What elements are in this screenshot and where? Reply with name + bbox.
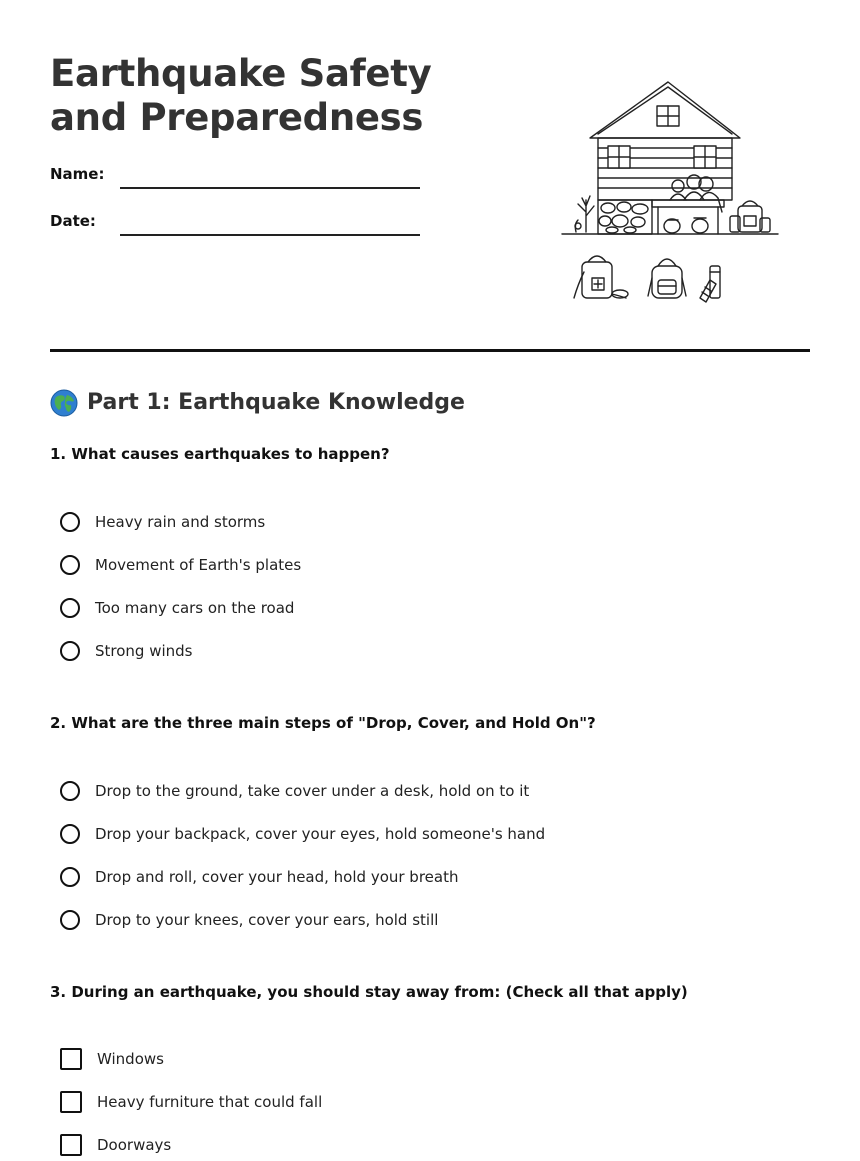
option-label: Drop your backpack, cover your eyes, hold someone's hand	[95, 825, 546, 843]
option-label: Drop to your knees, cover your ears, hold still	[95, 911, 439, 929]
q3-option-1[interactable]	[60, 1046, 164, 1072]
q1-option-4[interactable]	[60, 638, 193, 664]
supplies-near-house-icon	[730, 201, 770, 232]
house-icon	[562, 82, 778, 234]
option-label: Heavy furniture that could fall	[97, 1093, 323, 1111]
radio-button[interactable]	[60, 781, 80, 801]
option-label: Too many cars on the road	[95, 599, 295, 617]
date-field[interactable]	[50, 212, 420, 236]
q2-option-1[interactable]	[60, 778, 529, 804]
q3-option-2[interactable]	[60, 1089, 322, 1115]
option-label: Doorways	[97, 1136, 172, 1154]
flashlight-icon	[700, 266, 720, 302]
q2-option-2[interactable]	[60, 821, 545, 847]
name-field[interactable]	[50, 165, 420, 189]
section-title-text: Part 1: Earthquake Knowledge	[87, 390, 465, 415]
q2-option-3[interactable]	[60, 864, 458, 890]
radio-button[interactable]	[60, 598, 80, 618]
radio-button[interactable]	[60, 910, 80, 930]
question-1: 1. What causes earthquakes to happen?	[50, 445, 390, 463]
date-label: Date:	[50, 212, 96, 230]
question-2: 2. What are the three main steps of "Drop, Cover, and Hold On"?	[50, 714, 596, 732]
checkbox[interactable]	[60, 1091, 82, 1113]
radio-button[interactable]	[60, 555, 80, 575]
name-label: Name:	[50, 165, 105, 183]
q1-option-3[interactable]	[60, 595, 294, 621]
option-label: Windows	[97, 1050, 164, 1068]
globe-icon	[50, 389, 78, 417]
q1-option-1[interactable]	[60, 509, 265, 535]
section-title-part-1	[50, 387, 465, 419]
q3-option-3[interactable]	[60, 1132, 171, 1158]
backpack-icon	[648, 259, 686, 298]
header-divider	[50, 349, 810, 352]
radio-button[interactable]	[60, 867, 80, 887]
date-input-line[interactable]	[120, 234, 420, 236]
option-label: Drop and roll, cover your head, hold your breath	[95, 868, 459, 886]
checkbox[interactable]	[60, 1048, 82, 1070]
earthquake-preparedness-illustration	[560, 78, 790, 306]
option-label: Strong winds	[95, 642, 193, 660]
name-input-line[interactable]	[120, 187, 420, 189]
option-label: Movement of Earth's plates	[95, 556, 302, 574]
family-at-table-icon	[652, 175, 724, 234]
q2-option-4[interactable]	[60, 907, 438, 933]
checkbox[interactable]	[60, 1134, 82, 1156]
page-title: Earthquake Safety and Preparedness	[50, 52, 432, 139]
radio-button[interactable]	[60, 641, 80, 661]
radio-button[interactable]	[60, 512, 80, 532]
question-3: 3. During an earthquake, you should stay away from: (Check all that apply)	[50, 983, 688, 1001]
q1-option-2[interactable]	[60, 552, 301, 578]
option-label: Heavy rain and storms	[95, 513, 266, 531]
radio-button[interactable]	[60, 824, 80, 844]
option-label: Drop to the ground, take cover under a desk, hold on to it	[95, 782, 530, 800]
emergency-kit-icon	[574, 256, 628, 298]
